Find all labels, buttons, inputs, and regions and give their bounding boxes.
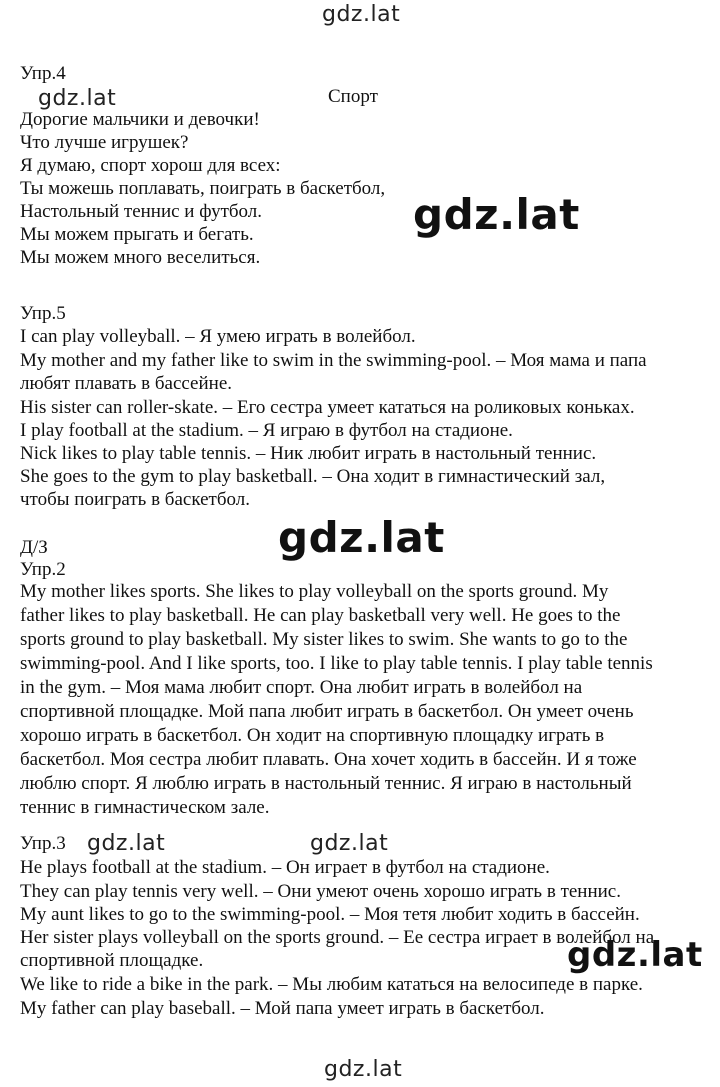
hw-ex2-line: люблю спорт. Я люблю играть в настольный теннис. Я играю в настольный <box>20 773 632 794</box>
hw-ex2-line: спортивной площадке. Мой папа любит играть в баскетбол. Он умеет очень <box>20 701 634 722</box>
hw-ex3-line: Her sister plays volleyball on the sports ground. – Ее сестра играет в волейбол на <box>20 927 655 948</box>
watermark-large-3: gdz.lat <box>567 935 703 975</box>
watermark-large-2: gdz.lat <box>278 513 445 562</box>
ex4-title: Спорт <box>328 86 378 107</box>
watermark-ex3-left: gdz.lat <box>87 831 166 856</box>
hw-ex2-line: хорошо играть в баскетбол. Он ходит на спортивную площадку играть в <box>20 725 605 746</box>
ex5-line: любят плавать в бассейне. <box>20 373 232 394</box>
ex4-line: Мы можем много веселиться. <box>20 247 261 268</box>
ex5-line: Nick likes to play table tennis. – Ник любит играть в настольный теннис. <box>20 443 597 464</box>
ex5-line: My mother and my father like to swim in the swimming-pool. – Моя мама и папа <box>20 350 647 371</box>
hw-ex3-line: He plays football at the stadium. – Он играет в футбол на стадионе. <box>20 857 550 878</box>
hw-ex2-line: My mother likes sports. She likes to play volleyball on the sports ground. My <box>20 581 609 602</box>
hw-ex3-line: спортивной площадке. <box>20 950 204 971</box>
ex5-label: Упр.5 <box>20 303 66 324</box>
ex4-line: Ты можешь поплавать, поиграть в баскетбол, <box>20 178 386 199</box>
hw-ex2-line: in the gym. – Моя мама любит спорт. Она любит играть в волейбол на <box>20 677 583 698</box>
hw-ex3-label: Упр.3 <box>20 833 66 854</box>
ex4-line: Мы можем прыгать и бегать. <box>20 224 254 245</box>
ex5-line: His sister can roller-skate. – Его сестра умеет кататься на роликовых коньках. <box>20 397 635 418</box>
ex4-label: Упр.4 <box>20 63 66 84</box>
watermark-large-1: gdz.lat <box>413 190 580 239</box>
hw-ex2-line: баскетбол. Моя сестра любит плавать. Она хочет ходить в бассейн. И я тоже <box>20 749 637 770</box>
watermark-bottom: gdz.lat <box>324 1057 403 1082</box>
hw-ex2-label: Упр.2 <box>20 559 66 580</box>
hw-ex3-line: They can play tennis very well. – Они умеют очень хорошо играть в теннис. <box>20 881 621 902</box>
hw-ex2-line: father likes to play basketball. He can play basketball very well. He goes to the <box>20 605 621 626</box>
ex5-line: I play football at the stadium. – Я играю в футбол на стадионе. <box>20 420 513 441</box>
watermark-ex3-mid: gdz.lat <box>310 831 389 856</box>
watermark-top: gdz.lat <box>322 2 401 27</box>
ex4-line: Настольный теннис и футбол. <box>20 201 263 222</box>
hw-ex2-line: теннис в гимнастическом зале. <box>20 797 270 818</box>
ex5-line: I can play volleyball. – Я умею играть в волейбол. <box>20 326 416 347</box>
ex4-line: Что лучше игрушек? <box>20 132 189 153</box>
hw-label: Д/З <box>20 537 48 558</box>
ex5-line: She goes to the gym to play basketball. – Она ходит в гимнастический зал, <box>20 466 606 487</box>
hw-ex2-line: sports ground to play basketball. My sister likes to swim. She wants to go to the <box>20 629 628 650</box>
hw-ex3-line: My father can play baseball. – Мой папа умеет играть в баскетбол. <box>20 998 545 1019</box>
hw-ex3-line: My aunt likes to go to the swimming-pool. – Моя тетя любит ходить в бассейн. <box>20 904 640 925</box>
hw-ex3-line: We like to ride a bike in the park. – Мы любим кататься на велосипеде в парке. <box>20 974 643 995</box>
watermark-ex4: gdz.lat <box>38 86 117 111</box>
hw-ex2-line: swimming-pool. And I like sports, too. I like to play table tennis. I play table tennis <box>20 653 653 674</box>
ex4-line: Дорогие мальчики и девочки! <box>20 109 260 130</box>
ex5-line: чтобы поиграть в баскетбол. <box>20 489 250 510</box>
ex4-line: Я думаю, спорт хорош для всех: <box>20 155 281 176</box>
